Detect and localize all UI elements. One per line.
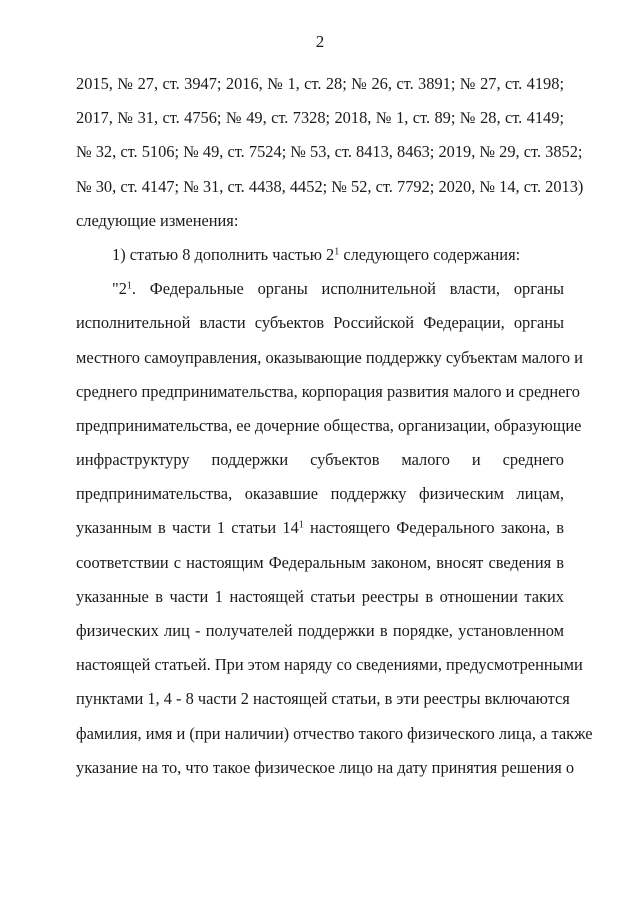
- quote-line-12: настоящей статьей. При этом наряду со сведениями, предусмотренными: [76, 655, 583, 675]
- quote-line-11: физических лиц - получателей поддержки в порядке, установленном: [76, 621, 564, 640]
- text-line-1: 2015, № 27, ст. 3947; 2016, № 1, ст. 28; № 26, ст. 3891; № 27, ст. 4198;: [76, 74, 564, 93]
- quote-line-13: пунктами 1, 4 - 8 части 2 настоящей статьи, в эти реестры включаются: [76, 689, 570, 709]
- quote-line-3: местного самоуправления, оказывающие поддержку субъектам малого и: [76, 347, 583, 367]
- superscript: 1: [334, 246, 340, 258]
- quote-line-1-text: . Федеральные органы исполнительной власти, органы: [131, 279, 564, 299]
- quote-line-4: среднего предпринимательства, корпорация развития малого и среднего: [76, 381, 580, 401]
- list-item-1-text: 1) статью 8 дополнить частью 2: [112, 244, 335, 264]
- quote-line-6: инфраструктуру поддержки субъектов малого и среднего: [76, 450, 564, 470]
- text-line-3: № 32, ст. 5106; № 49, ст. 7524; № 53, ст. 8413, 8463; 2019, № 29, ст. 3852;: [76, 142, 583, 162]
- quote-line-5: предпринимательства, ее дочерние общества, организации, образующие: [76, 415, 582, 435]
- quote-line-8-text-rest: настоящего Федерального закона, в: [303, 518, 564, 538]
- text-line-4: № 30, ст. 4147; № 31, ст. 4438, 4452; № 52, ст. 7792; 2020, № 14, ст. 2013): [76, 176, 584, 196]
- quote-line-2: исполнительной власти субъектов Российской Федерации, органы: [76, 313, 564, 333]
- quote-line-8: [76, 511, 564, 545]
- quote-number: "2: [112, 279, 127, 299]
- quote-line-10: указанные в части 1 настоящей статьи реестры в отношении таких: [76, 586, 564, 606]
- list-item-1: [76, 238, 564, 272]
- quote-line-15: указание на то, что такое физическое лицо на дату принятия решения о: [76, 757, 575, 777]
- list-item-1-text-rest: следующего содержания:: [339, 244, 521, 264]
- quote-line-1: [76, 272, 564, 306]
- document-body: [76, 67, 593, 785]
- quote-line-14: фамилия, имя и (при наличии) отчество такого физического лица, а также: [76, 723, 593, 743]
- superscript: 1: [298, 519, 304, 531]
- quote-line-7: предпринимательства, оказавшие поддержку физическим лицам,: [76, 484, 564, 504]
- superscript: 1: [126, 280, 132, 292]
- page-number: 2: [315, 32, 325, 51]
- text-line-5: следующие изменения:: [76, 210, 239, 230]
- quote-line-9: соответствии с настоящим Федеральным законом, вносят сведения в: [76, 552, 564, 572]
- quote-line-8-text: указанным в части 1 статьи 14: [76, 518, 299, 538]
- text-line-2: 2017, № 31, ст. 4756; № 49, ст. 7328; 2018, № 1, ст. 89; № 28, ст. 4149;: [76, 108, 564, 128]
